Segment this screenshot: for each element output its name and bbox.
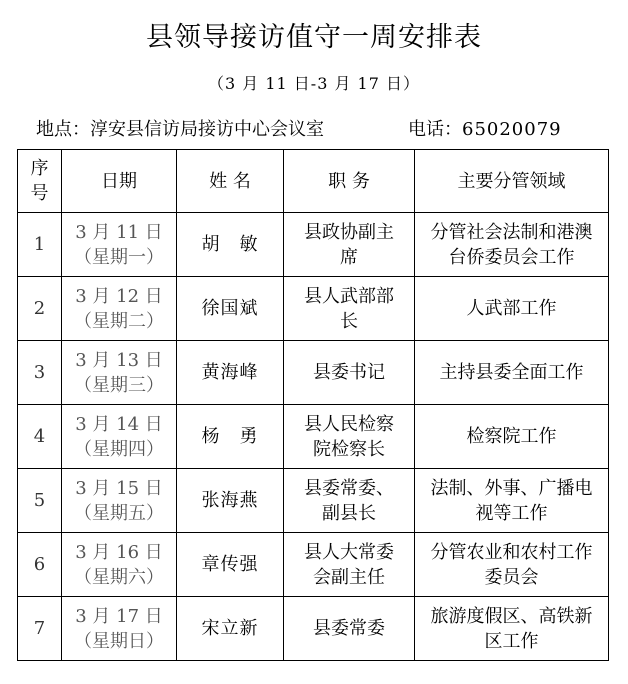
row-date	[62, 533, 177, 597]
row-name: 徐国斌	[177, 277, 284, 341]
row-date	[62, 277, 177, 341]
header-seq-line2: 号	[30, 183, 49, 204]
row-position-line1: 县委常委、	[304, 477, 394, 499]
row-seq: 6	[18, 533, 62, 597]
table-header-row	[18, 150, 609, 213]
row-date	[62, 469, 177, 533]
row-area	[415, 533, 609, 597]
header-name: 姓 名	[177, 150, 284, 213]
table-row	[18, 277, 609, 341]
row-date-day: 3 月 13 日	[75, 349, 163, 371]
row-seq: 1	[18, 213, 62, 277]
row-area-line2: 台侨委员会工作	[448, 246, 575, 268]
row-position-line2: 会副主任	[313, 566, 385, 588]
row-date-day: 3 月 14 日	[75, 413, 163, 435]
row-area-line1: 法制、外事、广播电	[430, 477, 593, 499]
row-seq: 2	[18, 277, 62, 341]
table-row	[18, 597, 609, 661]
row-name: 宋立新	[177, 597, 284, 661]
row-date	[62, 341, 177, 405]
row-seq: 5	[18, 469, 62, 533]
table-row	[18, 341, 609, 405]
row-area	[415, 213, 609, 277]
row-position-line1: 县人大常委	[304, 541, 394, 563]
row-date-day: 3 月 15 日	[75, 477, 163, 499]
row-area-line1: 检察院工作	[466, 426, 557, 447]
header-seq	[18, 150, 62, 213]
table-row	[18, 213, 609, 277]
row-date-weekday: （星期二）	[74, 310, 164, 332]
schedule-table	[17, 149, 609, 661]
row-position-line2: 副县长	[322, 502, 376, 524]
row-position	[284, 533, 415, 597]
header-area: 主要分管领域	[415, 150, 609, 213]
row-position-line1: 县委常委	[313, 618, 385, 639]
row-seq: 4	[18, 405, 62, 469]
row-date-weekday: （星期日）	[74, 630, 164, 652]
phone-label: 电话：	[408, 119, 462, 140]
row-position	[284, 213, 415, 277]
row-date-weekday: （星期六）	[74, 566, 164, 588]
location-text: 地点：淳安县信访局接访中心会议室	[36, 119, 324, 140]
header-position: 职 务	[284, 150, 415, 213]
phone-number: 65020079	[462, 119, 562, 140]
row-date-weekday: （星期三）	[74, 374, 164, 396]
row-name: 杨 勇	[177, 405, 284, 469]
table-row	[18, 405, 609, 469]
header-seq-line1: 序	[30, 158, 49, 179]
row-position-line1: 县政协副主	[304, 221, 394, 243]
header-date: 日期	[62, 150, 177, 213]
row-area-line2: 区工作	[484, 630, 539, 652]
row-name: 张海燕	[177, 469, 284, 533]
row-date-day: 3 月 11 日	[75, 221, 163, 243]
row-area-line1: 旅游度假区、高铁新	[430, 605, 593, 627]
row-area	[415, 405, 609, 469]
table-row	[18, 469, 609, 533]
row-position-line2: 长	[340, 310, 358, 332]
row-position	[284, 597, 415, 661]
row-area	[415, 469, 609, 533]
row-position-line1: 县人民检察	[304, 413, 394, 435]
row-area-line1: 人武部工作	[466, 298, 557, 319]
row-area-line2: 委员会	[484, 566, 539, 588]
row-date-weekday: （星期四）	[74, 438, 164, 460]
row-area	[415, 277, 609, 341]
row-area-line1: 分管社会法制和港澳	[430, 221, 593, 243]
row-position-line2: 席	[340, 246, 358, 268]
row-area	[415, 597, 609, 661]
row-position	[284, 277, 415, 341]
row-date	[62, 597, 177, 661]
row-date-weekday: （星期五）	[74, 502, 164, 524]
row-position	[284, 469, 415, 533]
info-line	[36, 117, 616, 143]
row-position-line1: 县委书记	[313, 362, 385, 383]
row-date-day: 3 月 16 日	[75, 541, 163, 563]
page-title: 县领导接访值守一周安排表	[146, 22, 482, 53]
phone-info	[408, 117, 562, 143]
row-date-day: 3 月 17 日	[75, 605, 163, 627]
row-date	[62, 405, 177, 469]
row-name: 黄海峰	[177, 341, 284, 405]
row-position-line2: 院检察长	[313, 438, 385, 460]
row-position	[284, 405, 415, 469]
row-date-day: 3 月 12 日	[75, 285, 163, 307]
row-area-line1: 主持县委全面工作	[439, 362, 584, 383]
row-seq: 3	[18, 341, 62, 405]
row-seq: 7	[18, 597, 62, 661]
row-area-line2: 视等工作	[475, 502, 548, 524]
row-area-line1: 分管农业和农村工作	[430, 541, 593, 563]
row-position-line1: 县人武部部	[304, 285, 394, 307]
row-position	[284, 341, 415, 405]
row-date-weekday: （星期一）	[74, 246, 164, 268]
table-row	[18, 533, 609, 597]
row-name: 章传强	[177, 533, 284, 597]
row-date	[62, 213, 177, 277]
date-range-subtitle: （3 月 11 日-3 月 17 日）	[207, 74, 420, 93]
row-area	[415, 341, 609, 405]
row-name: 胡 敏	[177, 213, 284, 277]
